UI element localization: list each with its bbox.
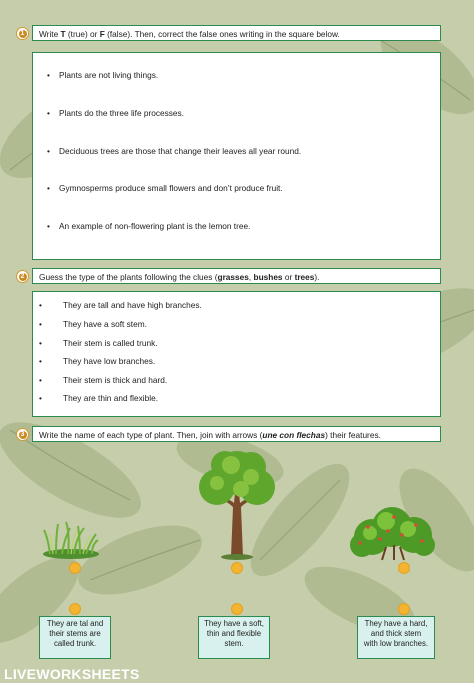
section-2-instruction: Guess the type of the plants following the clues (grasses, bushes or trees). — [32, 268, 441, 284]
section-2-badge: 2 — [16, 270, 29, 283]
clue-item: • They are thin and flexible. — [39, 393, 159, 403]
answer-dot-grass[interactable] — [69, 562, 81, 574]
feature-box-2: They have a soft, thin and flexible stem. — [198, 616, 270, 659]
tree-image — [195, 445, 279, 560]
clue-item: • They have a soft stem. — [39, 319, 147, 329]
feature-dot-2[interactable] — [231, 603, 243, 615]
section-1-badge: 1 — [16, 27, 29, 40]
feature-box-3: They have a hard, and thick stem with low branches. — [357, 616, 435, 659]
answer-dot-bush[interactable] — [398, 562, 410, 574]
statement-item: • Deciduous trees are those that change their leaves all year round. — [47, 146, 302, 156]
statement-item: • Plants do the three life processes. — [47, 108, 184, 118]
clues-box — [32, 291, 441, 417]
true-false-statements-box — [32, 52, 441, 260]
clue-item: • Their stem is called trunk. — [39, 338, 158, 348]
liveworksheets-logo: LIVEWORKSHEETS — [4, 666, 140, 682]
clue-item: • Their stem is thick and hard. — [39, 375, 168, 385]
answer-dot-tree[interactable] — [231, 562, 243, 574]
clue-item: • They are tall and have high branches. — [39, 300, 202, 310]
section-3-badge: 3 — [16, 428, 29, 441]
statement-item: • Gymnosperms produce small flowers and don’t produce fruit. — [47, 183, 283, 193]
bush-image — [350, 505, 436, 562]
feature-dot-1[interactable] — [69, 603, 81, 615]
statement-item: • Plants are not living things. — [47, 70, 159, 80]
feature-box-1: They are tal and their stems are called trunk. — [39, 616, 111, 659]
feature-dot-3[interactable] — [398, 603, 410, 615]
grass-image — [40, 518, 102, 560]
section-1-instruction: Write T (true) or F (false). Then, correct the false ones writing in the square below. — [32, 25, 441, 41]
statement-item: • An example of non-flowering plant is the lemon tree. — [47, 221, 251, 231]
clue-item: • They have low branches. — [39, 356, 156, 366]
section-3-instruction: Write the name of each type of plant. Then, join with arrows (une con flechas) their features. — [32, 426, 441, 442]
